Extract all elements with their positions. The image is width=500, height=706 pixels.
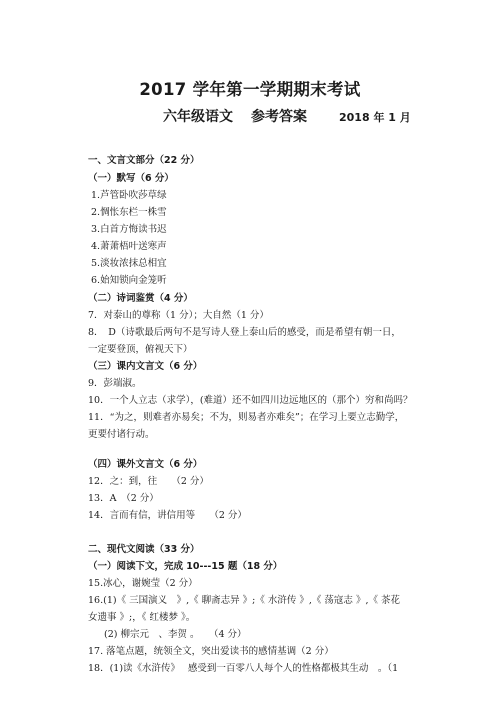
answer-q10: 10．一个人立志（求学），(难道）还不如四川边远地区的（那个）穷和尚吗？ [88, 395, 413, 406]
answer-q15: 15.冰心，谢婉莹（2 分） [88, 578, 198, 589]
exam-date: 2018 年 1 月 [339, 111, 411, 124]
subject-label: 六年级语文 [163, 109, 233, 125]
answer-q14: 14．言而有信，讲信用等 （2 分） [88, 510, 247, 521]
answer-q16-line-2: 女遗事 》;，《 红楼梦 》。 [88, 612, 196, 623]
subsection-1-4-heading: （四）课外文言文（6 分） [88, 459, 203, 470]
answer-q8-line-2: 一定要登顶，俯视天下） [88, 344, 193, 355]
answer-q17: 17. 落笔点题，统领全文，突出爱读书的感情基调（2 分） [88, 646, 334, 657]
answer-q11-line-1: 11．“为之，则难者亦易矣；不为，则易者亦难矣”；在学习上要立志勤学， [88, 412, 405, 423]
subsection-1-2-heading: （二）诗词鉴赏（4 分） [88, 293, 193, 304]
recitation-item-5: 5.淡妆浓抹总相宜 [91, 258, 167, 269]
recitation-item-1: 1.芦管卧吹莎草绿 [91, 190, 167, 201]
section-1-heading: 一、文言文部分（22 分） [88, 155, 200, 166]
answer-q18: 18．(1)读《水浒传》 感受到一百零八人每个人的性格都极其生动 。（1 [88, 663, 399, 674]
answer-q16-line-1: 16.(1)《 三国演义 》,《 聊斋志异 》;《 水浒传 》,《 荡寇志 》,《 茶花 [88, 595, 400, 606]
recitation-item-6: 6.始知锁向金笼听 [91, 275, 167, 286]
subsection-1-3-heading: （三）课内文言文（6 分） [88, 361, 203, 372]
answer-q12: 12．之：到，往 （2 分） [88, 476, 209, 487]
subsection-2-1-heading: （一）阅读下文，完成 10---15 题（18 分） [88, 561, 283, 572]
answer-q11-line-2: 更要付诸行动。 [88, 429, 155, 440]
recitation-item-3: 3.白首方悔读书迟 [91, 224, 167, 235]
answer-q9: 9．彭端淑。 [88, 378, 142, 389]
answer-q7: 7．对泰山的尊称（1 分）；大自然（1 分） [88, 310, 269, 321]
answer-q8-line-1: 8． D（诗歌最后两句不是写诗人登上泰山后的感受，而是希望有朝一日， [88, 327, 401, 338]
page-title: 2017 学年第一学期期末考试 [139, 80, 361, 99]
subsection-1-1-heading: （一）默写（6 分） [88, 173, 174, 184]
page-subtitle [163, 106, 411, 126]
section-2-heading: 二、现代文阅读（33 分） [88, 544, 200, 555]
recitation-item-4: 4.萧萧梧叶送寒声 [91, 241, 167, 252]
recitation-item-2: 2.惆怅东栏一株雪 [91, 207, 167, 218]
answer-q16-line-3: (2) 柳宗元 、李贺 。 （4 分） [104, 629, 247, 640]
answer-q13: 13．A （2 分） [88, 493, 159, 504]
answer-key-label: 参考答案 [251, 109, 307, 125]
